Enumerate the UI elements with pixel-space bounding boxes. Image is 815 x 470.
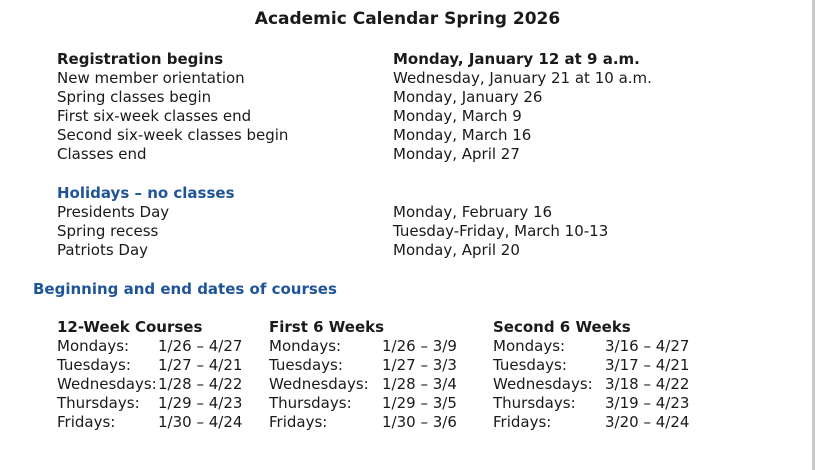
schedule-date: Monday, January 26 xyxy=(393,88,543,106)
course-day: Mondays: xyxy=(269,337,342,355)
schedule-date: Monday, March 9 xyxy=(393,107,522,125)
schedule-date: Wednesday, January 21 at 10 a.m. xyxy=(393,69,652,87)
course-column-title: Second 6 Weeks xyxy=(493,318,631,336)
course-row xyxy=(269,356,479,375)
schedule-label: New member orientation xyxy=(57,69,245,87)
schedule-label: First six-week classes end xyxy=(57,107,252,125)
holiday-date: Tuesday-Friday, March 10-13 xyxy=(393,222,609,240)
course-row xyxy=(269,394,479,413)
course-range: 3/18 – 4/22 xyxy=(605,375,690,393)
course-row xyxy=(493,337,713,356)
course-column-12-week xyxy=(57,318,257,432)
course-row xyxy=(269,413,479,432)
schedule-label: Classes end xyxy=(57,145,147,163)
course-row xyxy=(57,337,257,356)
course-column-second-6-weeks xyxy=(493,318,713,432)
holidays-heading: Holidays – no classes xyxy=(57,184,235,202)
course-range: 1/26 – 3/9 xyxy=(382,337,457,355)
holiday-date: Monday, February 16 xyxy=(393,203,553,221)
course-row xyxy=(57,413,257,432)
course-range: 3/20 – 4/24 xyxy=(605,413,690,431)
course-range: 1/30 – 3/6 xyxy=(382,413,457,431)
holiday-label: Presidents Day xyxy=(57,203,170,221)
course-day: Tuesdays: xyxy=(493,356,567,374)
schedule-label: Registration begins xyxy=(57,50,224,68)
course-day: Wednesdays: xyxy=(57,375,157,393)
holiday-label: Patriots Day xyxy=(57,241,149,259)
course-day: Mondays: xyxy=(493,337,566,355)
courses-heading: Beginning and end dates of courses xyxy=(33,280,337,298)
course-range: 1/29 – 3/5 xyxy=(382,394,457,412)
schedule-label: Second six-week classes begin xyxy=(57,126,289,144)
course-range: 1/30 – 4/24 xyxy=(158,413,243,431)
course-range: 3/16 – 4/27 xyxy=(605,337,690,355)
course-range: 1/27 – 4/21 xyxy=(158,356,243,374)
course-range: 1/28 – 4/22 xyxy=(158,375,243,393)
course-column-title: 12-Week Courses xyxy=(57,318,203,336)
course-day: Wednesdays: xyxy=(493,375,593,393)
course-row xyxy=(269,337,479,356)
schedule-date: Monday, April 27 xyxy=(393,145,520,163)
course-column-title: First 6 Weeks xyxy=(269,318,385,336)
holiday-label: Spring recess xyxy=(57,222,159,240)
course-day: Wednesdays: xyxy=(269,375,369,393)
course-row xyxy=(493,394,713,413)
course-row xyxy=(57,394,257,413)
course-range: 1/26 – 4/27 xyxy=(158,337,243,355)
course-day: Tuesdays: xyxy=(57,356,131,374)
course-day: Fridays: xyxy=(493,413,552,431)
course-range: 1/28 – 3/4 xyxy=(382,375,457,393)
course-range: 3/19 – 4/23 xyxy=(605,394,690,412)
course-row xyxy=(493,375,713,394)
course-day: Fridays: xyxy=(57,413,116,431)
schedule-date: Monday, March 16 xyxy=(393,126,532,144)
course-day: Fridays: xyxy=(269,413,328,431)
course-column-first-6-weeks xyxy=(269,318,479,432)
course-range: 3/17 – 4/21 xyxy=(605,356,690,374)
course-day: Mondays: xyxy=(57,337,130,355)
course-row xyxy=(269,375,479,394)
course-range: 1/27 – 3/3 xyxy=(382,356,457,374)
schedule-date: Monday, January 12 at 9 a.m. xyxy=(393,50,640,68)
holiday-date: Monday, April 20 xyxy=(393,241,520,259)
course-day: Thursdays: xyxy=(493,394,576,412)
course-day: Thursdays: xyxy=(269,394,352,412)
course-row xyxy=(57,375,257,394)
schedule-label: Spring classes begin xyxy=(57,88,212,106)
page-title: Academic Calendar Spring 2026 xyxy=(254,9,561,29)
course-row xyxy=(493,356,713,375)
course-day: Tuesdays: xyxy=(269,356,343,374)
course-row xyxy=(57,356,257,375)
course-row xyxy=(493,413,713,432)
course-day: Thursdays: xyxy=(57,394,140,412)
course-range: 1/29 – 4/23 xyxy=(158,394,243,412)
